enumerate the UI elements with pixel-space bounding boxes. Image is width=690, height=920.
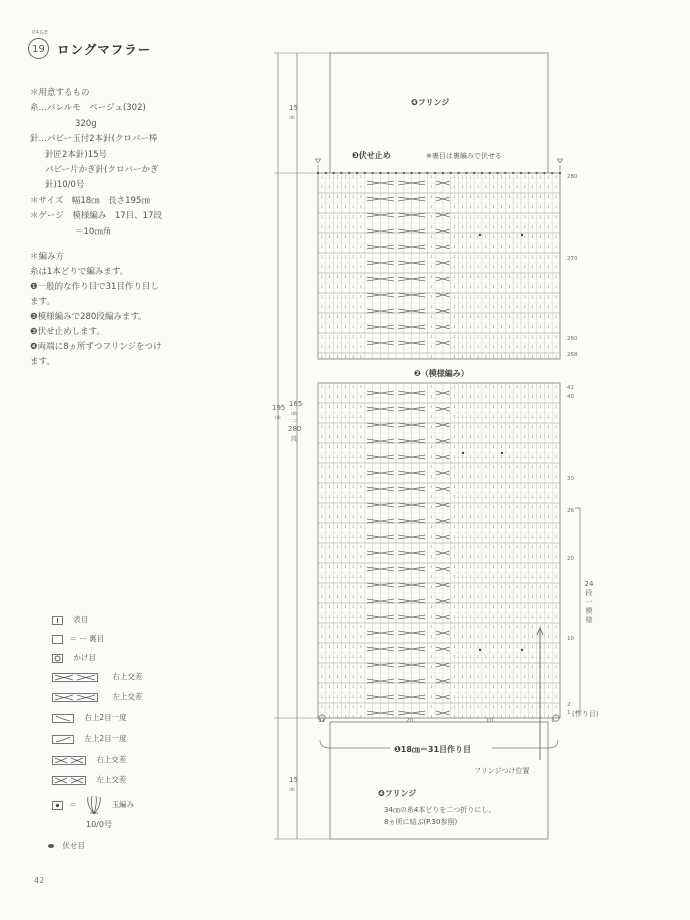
bind-off-marker — [520, 172, 522, 174]
materials-line: ＝10㎝角 — [75, 226, 112, 237]
materials-line: 針)10/0号 — [45, 180, 85, 191]
bind-off-marker — [489, 172, 491, 174]
page-number: 42 — [34, 876, 45, 885]
row-label: 2 — [567, 702, 571, 708]
method-heading: ＊編み方 — [30, 252, 65, 262]
bind-off-marker — [442, 172, 444, 174]
bobble-dot — [479, 649, 481, 651]
bind-off-marker — [457, 172, 459, 174]
chart-top-block — [318, 173, 560, 359]
fringe-note-2: 8ヵ所に結ぶ(P.30参照) — [384, 818, 458, 826]
method-line: ❹両端に8ヵ所ずつフリンジをつけ — [30, 342, 162, 352]
pattern-number-badge: 19 — [28, 38, 49, 59]
legend-label: 表目 — [73, 615, 89, 624]
bind-off-marker — [418, 172, 420, 174]
fringe-position-label: フリンジつけ位置 — [474, 767, 530, 775]
legend-label: 右上交差 — [96, 755, 127, 764]
chart-bottom-block — [318, 383, 560, 718]
bobble-dot — [462, 452, 464, 454]
fringe-bottom-label: ❹フリンジ — [378, 789, 417, 798]
repeat-label: 24段一模様 — [584, 580, 594, 624]
row-label: 280 — [567, 174, 578, 180]
page-label: PAGE — [32, 30, 49, 36]
row-label: 260 — [567, 336, 578, 342]
pattern-section-label: ❷（模様編み） — [414, 369, 469, 378]
dim-fringe-bottom: 15 — [289, 776, 298, 784]
bind-off-marker — [426, 172, 428, 174]
bind-off-marker — [450, 172, 452, 174]
bobble-dot — [521, 649, 523, 651]
repeat-bracket — [575, 508, 580, 712]
hook-size-label: 10/0号 — [86, 820, 112, 829]
bind-off-marker — [333, 172, 335, 174]
dim-body-cm: 165 — [289, 400, 303, 408]
legend-eq: ＝ — [69, 800, 77, 809]
row-label: 1 — [567, 710, 571, 716]
legend-label: 左上交差 — [112, 692, 143, 701]
materials-heading: ＊用意するもの — [30, 88, 90, 98]
col-label: 20 — [406, 718, 413, 724]
method-line: 糸は1本どりで編みます。 — [30, 267, 129, 277]
method-line: ます。 — [30, 357, 55, 367]
bind-off-marker — [512, 172, 514, 174]
bind-off-note: ※裏目は裏編みで伏せる — [426, 152, 502, 160]
bind-off-marker — [434, 172, 436, 174]
bind-off-marker — [411, 172, 413, 174]
bind-off-marker — [551, 172, 553, 174]
bind-off-marker — [543, 172, 545, 174]
dim-unit: ㎝ — [289, 115, 295, 121]
bind-off-marker — [481, 172, 483, 174]
bind-off-marker — [465, 172, 467, 174]
row-label: 30 — [567, 476, 574, 482]
bind-off-marker — [340, 172, 342, 174]
bind-off-label: ❸伏せ止め — [352, 151, 391, 160]
materials-line: 針…パピー玉付2本針(クロバー棒 — [30, 134, 158, 145]
dim-body-rows: 280 — [288, 425, 302, 433]
cast-on-row-label: (作り目) — [572, 710, 599, 718]
bind-off-marker — [325, 172, 327, 174]
method-line: ❸伏せ止めします。 — [30, 327, 105, 337]
dim-unit: ㎝ — [289, 787, 295, 793]
dim-unit: ㎝ — [275, 415, 281, 421]
bind-off-marker — [364, 172, 366, 174]
row-label: 258 — [567, 352, 578, 358]
legend-label: 左上交差 — [96, 775, 127, 784]
legend-label: ＝ ー 裏目 — [69, 634, 105, 643]
legend-label: 左上2目一度 — [84, 734, 127, 743]
row-label: 20 — [567, 556, 574, 562]
materials-line: 糸…パレルモ ベージュ(302) — [30, 103, 146, 114]
bind-off-marker — [496, 172, 498, 174]
bind-off-marker — [379, 172, 381, 174]
bind-off-marker — [317, 172, 319, 174]
materials-line: 320g — [75, 118, 97, 129]
method-line: ❷模様編みで280段編みます。 — [30, 312, 147, 322]
row-label: 42 — [567, 385, 574, 391]
materials-line: パピー片かぎ針(クロバーかぎ — [45, 164, 159, 175]
fringe-note-1: 34㎝の糸4本どりを二つ折りにし、 — [384, 806, 496, 814]
col-label: 1 — [551, 718, 555, 724]
dim-body-eq: ＝ — [292, 418, 299, 425]
page-title: ロングマフラー — [57, 42, 152, 57]
bind-off-marker — [535, 172, 537, 174]
row-label: 10 — [567, 636, 574, 642]
materials-line: 針匠2本針)15号 — [45, 149, 108, 160]
legend-label: 玉編み — [111, 800, 135, 809]
col-label: 10 — [486, 718, 493, 724]
bind-off-arrows — [318, 165, 560, 172]
bind-off-marker — [403, 172, 405, 174]
bind-off-marker — [348, 172, 350, 174]
bind-off-marker — [395, 172, 397, 174]
legend-label: 伏せ目 — [62, 841, 85, 850]
row-label: 26 — [567, 508, 574, 514]
method-line: ❶一般的な作り目で31目作り目し — [30, 282, 159, 292]
bind-off-marker — [372, 172, 374, 174]
dim-unit: ㎝ — [291, 411, 297, 417]
dim-total: 195 — [272, 404, 286, 412]
cast-on-label: ❶18㎝＝31目作り目 — [394, 745, 472, 754]
col-label: 31 — [318, 718, 325, 724]
bobble-dot — [479, 234, 481, 236]
cast-on-row-text: 作り目 — [574, 710, 596, 718]
fringe-top-label: ❹フリンジ — [411, 98, 450, 107]
bind-off-marker — [387, 172, 389, 174]
bobble-dot — [521, 234, 523, 236]
dim-rows-unit: 段 — [291, 436, 298, 443]
method-line: ます。 — [30, 297, 55, 307]
legend-label: かけ目 — [73, 653, 96, 662]
bind-off-marker — [528, 172, 530, 174]
legend-label: 右上2目一度 — [84, 713, 127, 722]
dim-fringe-top: 15 — [289, 104, 298, 112]
materials-line: ＊サイズ 幅18㎝ 長さ195㎝ — [30, 195, 150, 206]
row-label: 40 — [567, 394, 574, 400]
bind-off-marker — [504, 172, 506, 174]
materials-line: ＊ゲージ 模様編み 17目、17段 — [30, 211, 162, 222]
bind-off-marker — [473, 172, 475, 174]
bind-off-marker — [356, 172, 358, 174]
legend-label: 右上交差 — [112, 672, 143, 681]
row-label: 270 — [567, 256, 578, 262]
bind-off-marker — [559, 172, 561, 174]
bobble-dot — [501, 452, 503, 454]
